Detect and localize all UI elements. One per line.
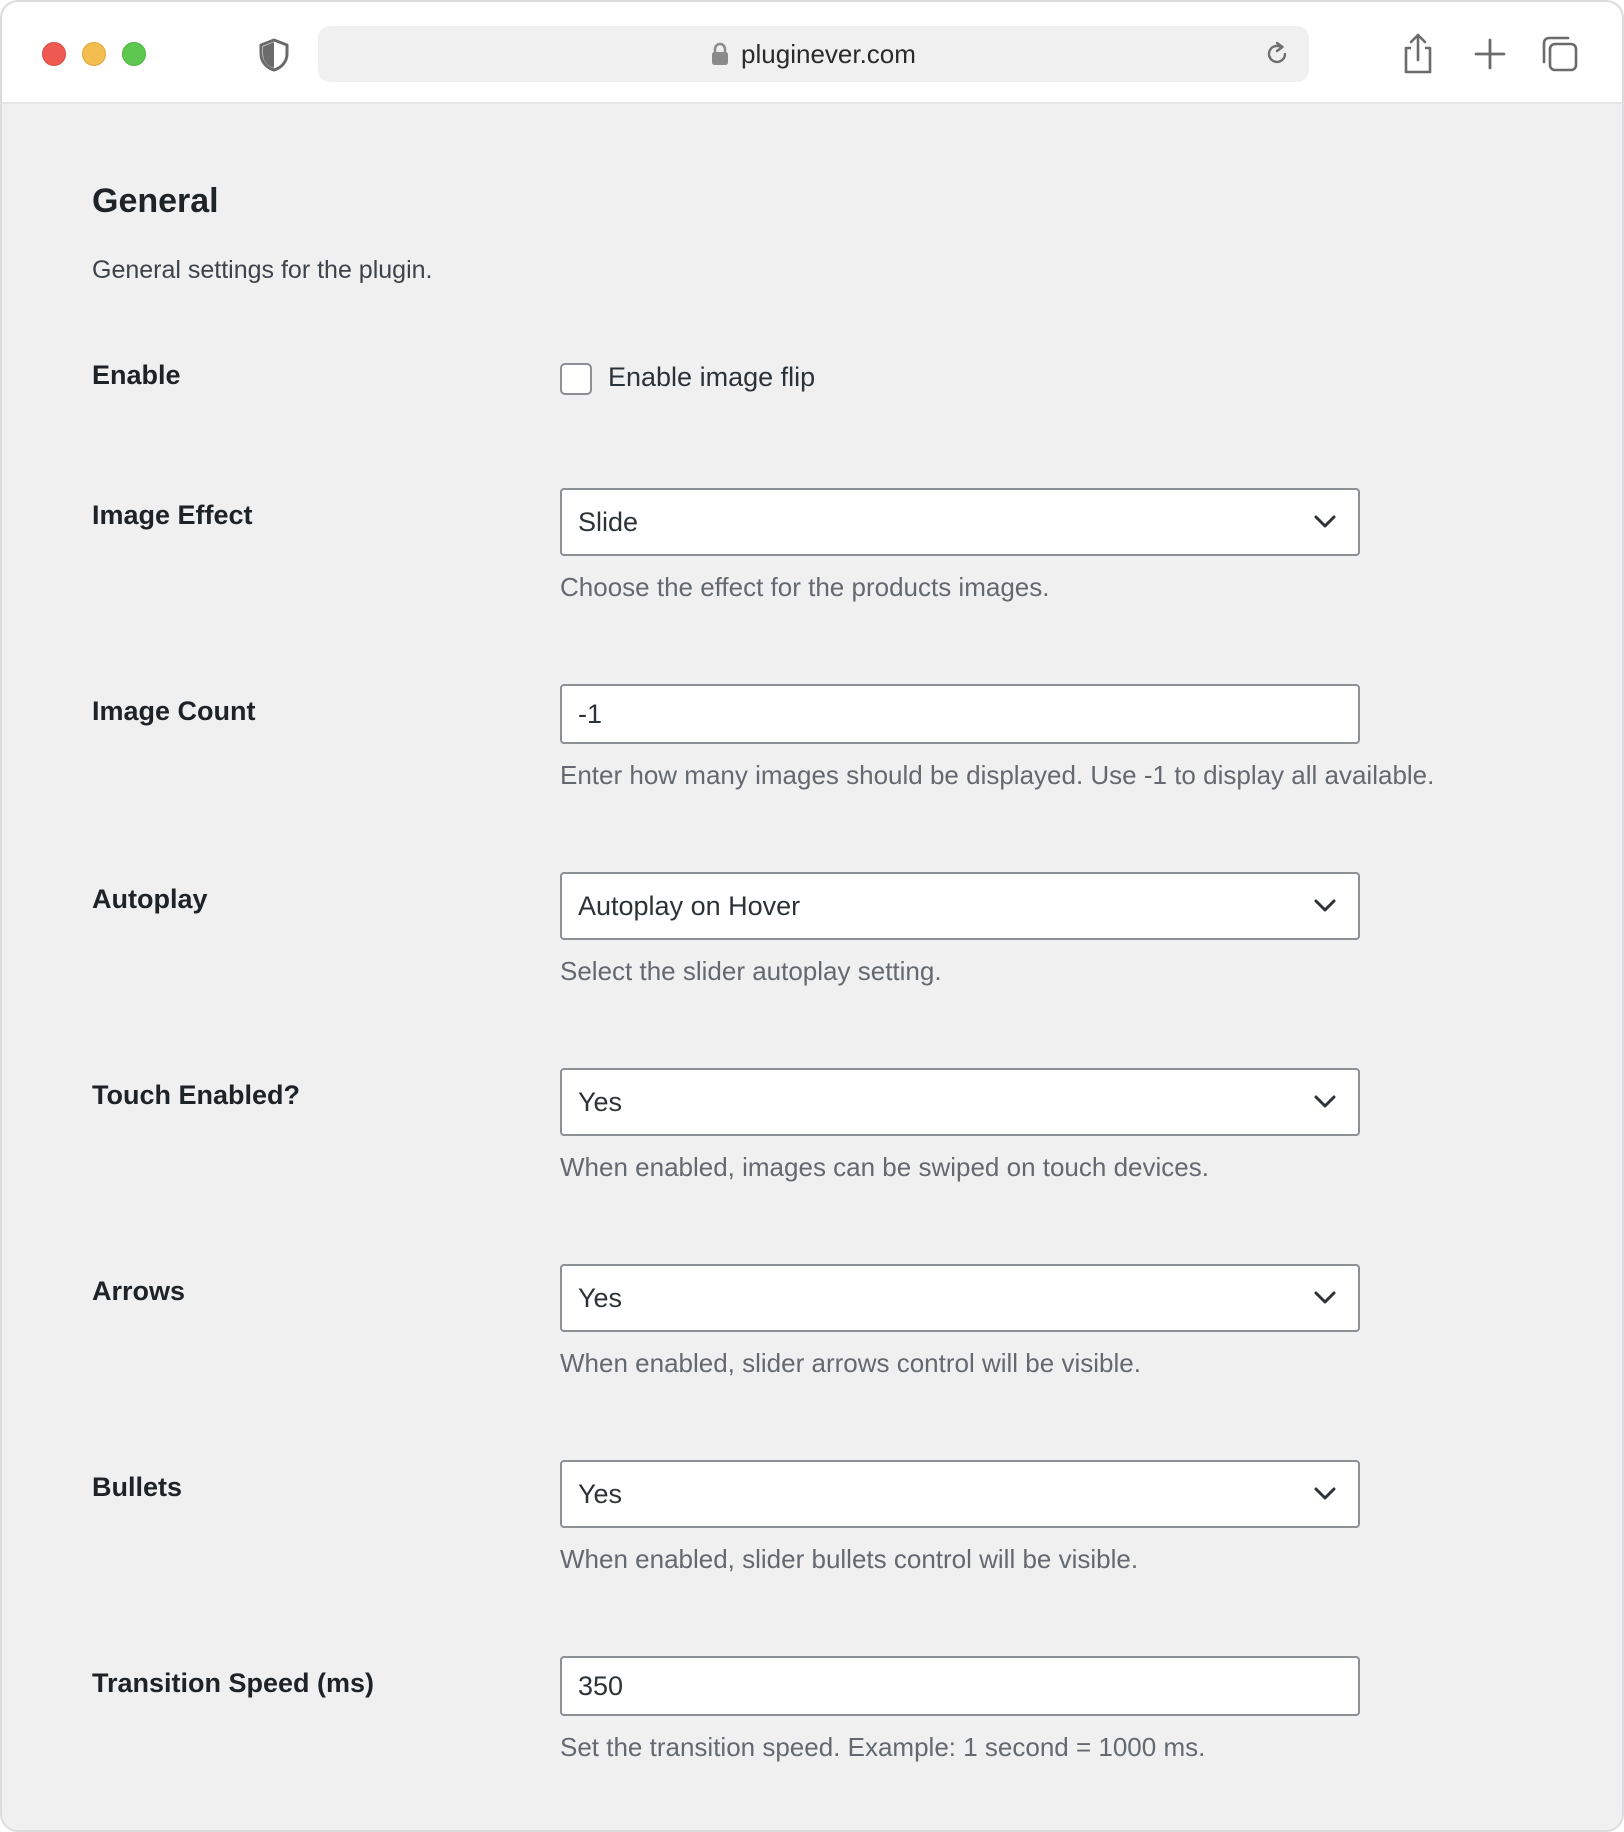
bullets-select[interactable] bbox=[560, 1460, 1360, 1528]
arrows-help: When enabled, slider arrows control will be visible. bbox=[560, 1348, 1141, 1378]
touch-enabled-help: When enabled, images can be swiped on touch devices. bbox=[560, 1152, 1209, 1182]
transition-speed-value: 350 bbox=[578, 1670, 624, 1701]
chevron-down-icon bbox=[1314, 515, 1336, 529]
bullets-help: When enabled, slider bullets control will be visible. bbox=[560, 1544, 1139, 1574]
image-count-label: Image Count bbox=[92, 696, 256, 726]
image-effect-help: Choose the effect for the products images. bbox=[560, 572, 1050, 602]
transition-speed-label: Transition Speed (ms) bbox=[92, 1668, 375, 1698]
image-count-value: -1 bbox=[578, 698, 603, 729]
image-effect-label: Image Effect bbox=[92, 500, 253, 530]
arrows-label: Arrows bbox=[92, 1276, 186, 1306]
autoplay-label: Autoplay bbox=[92, 884, 208, 914]
image-count-input[interactable] bbox=[560, 684, 1360, 744]
chevron-down-icon bbox=[1314, 1487, 1336, 1501]
chevron-down-icon bbox=[1314, 1095, 1336, 1109]
bullets-value: Yes bbox=[578, 1478, 623, 1509]
reload-icon[interactable] bbox=[1263, 40, 1291, 68]
image-effect-value: Slide bbox=[578, 506, 639, 537]
image-effect-select[interactable] bbox=[560, 488, 1360, 556]
new-tab-icon[interactable] bbox=[1470, 32, 1510, 76]
privacy-shield-icon[interactable] bbox=[258, 38, 290, 72]
image-count-help: Enter how many images should be displayed. Use -1 to display all available. bbox=[560, 760, 1435, 790]
share-icon[interactable] bbox=[1398, 32, 1438, 76]
transition-speed-help: Set the transition speed. Example: 1 second = 1000 ms. bbox=[560, 1732, 1206, 1762]
autoplay-value: Autoplay on Hover bbox=[578, 890, 801, 921]
enable-label: Enable bbox=[92, 360, 181, 390]
arrows-value: Yes bbox=[578, 1282, 623, 1313]
section-description: General settings for the plugin. bbox=[92, 256, 433, 284]
settings-page bbox=[2, 104, 1622, 1832]
bullets-label: Bullets bbox=[92, 1472, 183, 1502]
browser-toolbar bbox=[2, 2, 1622, 104]
autoplay-select[interactable] bbox=[560, 872, 1360, 940]
close-window-button[interactable] bbox=[42, 42, 66, 66]
touch-enabled-value: Yes bbox=[578, 1086, 623, 1117]
chevron-down-icon bbox=[1314, 1291, 1336, 1305]
enable-image-flip-label[interactable]: Enable image flip bbox=[608, 362, 816, 392]
arrows-select[interactable] bbox=[560, 1264, 1360, 1332]
transition-speed-input[interactable] bbox=[560, 1656, 1360, 1716]
touch-enabled-select[interactable] bbox=[560, 1068, 1360, 1136]
address-bar[interactable] bbox=[318, 26, 1309, 82]
section-title: General bbox=[92, 182, 219, 220]
url-text: pluginever.com bbox=[741, 38, 916, 69]
touch-enabled-label: Touch Enabled? bbox=[92, 1080, 300, 1110]
enable-image-flip-checkbox[interactable] bbox=[560, 363, 592, 395]
chevron-down-icon bbox=[1314, 899, 1336, 913]
lock-icon bbox=[711, 42, 729, 66]
minimize-window-button[interactable] bbox=[82, 42, 106, 66]
autoplay-help: Select the slider autoplay setting. bbox=[560, 956, 942, 986]
zoom-window-button[interactable] bbox=[122, 42, 146, 66]
tab-overview-icon[interactable] bbox=[1540, 32, 1580, 76]
